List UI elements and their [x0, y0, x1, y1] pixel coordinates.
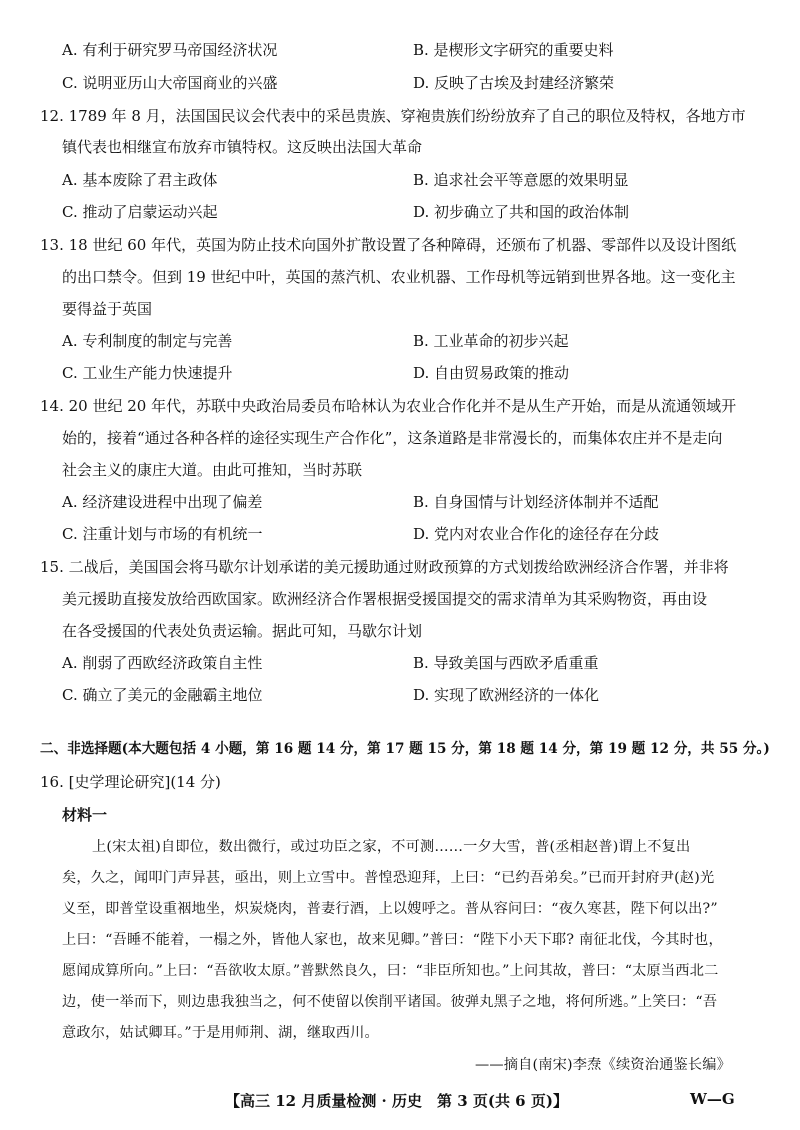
- q11-option-a: A. 有利于研究罗马帝国经济状况: [62, 41, 278, 59]
- q14-option-a: A. 经济建设进程中出现了偏差: [62, 493, 263, 511]
- material-1-line-4: 上曰：“吾睡不能着，一榻之外，皆他人家也，故来见卿。”普曰：“陛下小天下耶? 南征北伐，今其时也，: [62, 932, 723, 948]
- q15-option-a: A. 削弱了西欧经济政策自主性: [62, 654, 263, 672]
- material-1-line-6: 边，使一举而下，则边患我独当之，何不使留以俟削平诸国。彼弹丸黑子之地，将何所逃。”上笑曰：“吾: [62, 994, 718, 1010]
- q12-option-b: B. 追求社会平等意愿的效果明显: [413, 171, 629, 189]
- q14-stem-line-1: 14. 20 世纪 20 年代，苏联中央政治局委员布哈林认为农业合作化并不是从生产开始，而是从流通领域开: [40, 397, 737, 415]
- q12-option-d: D. 初步确立了共和国的政治体制: [413, 203, 630, 221]
- q15-option-d: D. 实现了欧洲经济的一体化: [413, 686, 600, 704]
- q13-option-b: B. 工业革命的初步兴起: [413, 332, 569, 350]
- q14-option-d: D. 党内对农业合作化的途径存在分歧: [413, 525, 660, 543]
- section-2-heading: 二、非选择题(本大题包括 4 小题，第 16 题 14 分，第 17 题 15 分，第 18 题 14 分，第 19 题 12 分，共 55 分。): [40, 740, 770, 757]
- material-1-line-7: 意政尔，姑试卿耳。”于是用师荆、湖，继取西川。: [62, 1025, 379, 1041]
- q12-option-c: C. 推动了启蒙运动兴起: [62, 203, 218, 221]
- q13-stem-line-3: 要得益于英国: [62, 300, 153, 318]
- q15-option-b: B. 导致美国与西欧矛盾重重: [413, 654, 599, 672]
- q11-option-d: D. 反映了古埃及封建经济繁荣: [413, 74, 615, 92]
- q13-option-c: C. 工业生产能力快速提升: [62, 364, 233, 382]
- q13-stem-line-1: 13. 18 世纪 60 年代，英国为防止技术向国外扩散设置了各种障碍，还颁布了机器、零部件以及设计图纸: [40, 236, 737, 254]
- material-1-source: ——摘自(南宋)李焘《续资治通鉴长编》: [475, 1057, 732, 1073]
- q12-stem-line-2: 镇代表也相继宣布放弃市镇特权。这反映出法国大革命: [62, 138, 423, 156]
- material-1-line-5: 愿闻成算所向。”上曰：“吾欲收太原。”普默然良久，曰：“非臣所知也。”上问其故，普曰：“太原当西北二: [62, 963, 719, 979]
- q14-stem-line-3: 社会主义的康庄大道。由此可推知，当时苏联: [62, 461, 363, 479]
- q12-option-a: A. 基本废除了君主政体: [62, 171, 218, 189]
- footer-exam-info: 【高三 12 月质量检测 · 历史 第 3 页(共 6 页)】: [225, 1092, 568, 1110]
- q11-option-b: B. 是楔形文字研究的重要史料: [413, 41, 614, 59]
- q13-option-a: A. 专利制度的制定与完善: [62, 332, 233, 350]
- q12-stem-line-1: 12. 1789 年 8 月，法国国民议会代表中的采邑贵族、穿袍贵族们纷纷放弃了自己的职位及特权，各地方市: [40, 107, 746, 125]
- q16-title: 16. [史学理论研究](14 分): [40, 773, 221, 791]
- material-1-label: 材料一: [62, 806, 108, 824]
- q14-stem-line-2: 始的，接着“通过各种各样的途径实现生产合作化”，这条道路是非常漫长的，而集体农庄并不是走向: [62, 429, 723, 447]
- material-1-line-3: 义至，即普堂设重裀地坐，炽炭烧肉，普妻行酒，上以嫂呼之。普从容问曰：“夜久寒甚，陛下何以出?”: [62, 901, 718, 917]
- q11-option-c: C. 说明亚历山大帝国商业的兴盛: [62, 74, 278, 92]
- q13-stem-line-2: 的出口禁令。但到 19 世纪中叶，英国的蒸汽机、农业机器、工作母机等远销到世界各地。这一变化主: [62, 268, 736, 286]
- q15-stem-line-3: 在各受援国的代表处负责运输。据此可知，马歇尔计划: [62, 622, 423, 640]
- footer-code: W—G: [690, 1090, 735, 1108]
- material-1-line-1: 上(宋太祖)自即位，数出微行，或过功臣之家，不可测……一夕大雪，普(丞相赵普)谓上不复出: [92, 839, 691, 855]
- q14-option-c: C. 注重计划与市场的有机统一: [62, 525, 263, 543]
- q14-option-b: B. 自身国情与计划经济体制并不适配: [413, 493, 659, 511]
- q15-stem-line-1: 15. 二战后，美国国会将马歇尔计划承诺的美元援助通过财政预算的方式划拨给欧洲经济合作署，并非将: [40, 558, 729, 576]
- q15-stem-line-2: 美元援助直接发放给西欧国家。欧洲经济合作署根据受援国提交的需求清单为其采购物资，再由设: [62, 590, 708, 608]
- q15-option-c: C. 确立了美元的金融霸主地位: [62, 686, 263, 704]
- q13-option-d: D. 自由贸易政策的推动: [413, 364, 570, 382]
- material-1-line-2: 矣，久之，闻叩门声异甚，亟出，则上立雪中。普惶恐迎拜，上曰：“已约吾弟矣。”已而开封府尹(赵)光: [62, 870, 715, 886]
